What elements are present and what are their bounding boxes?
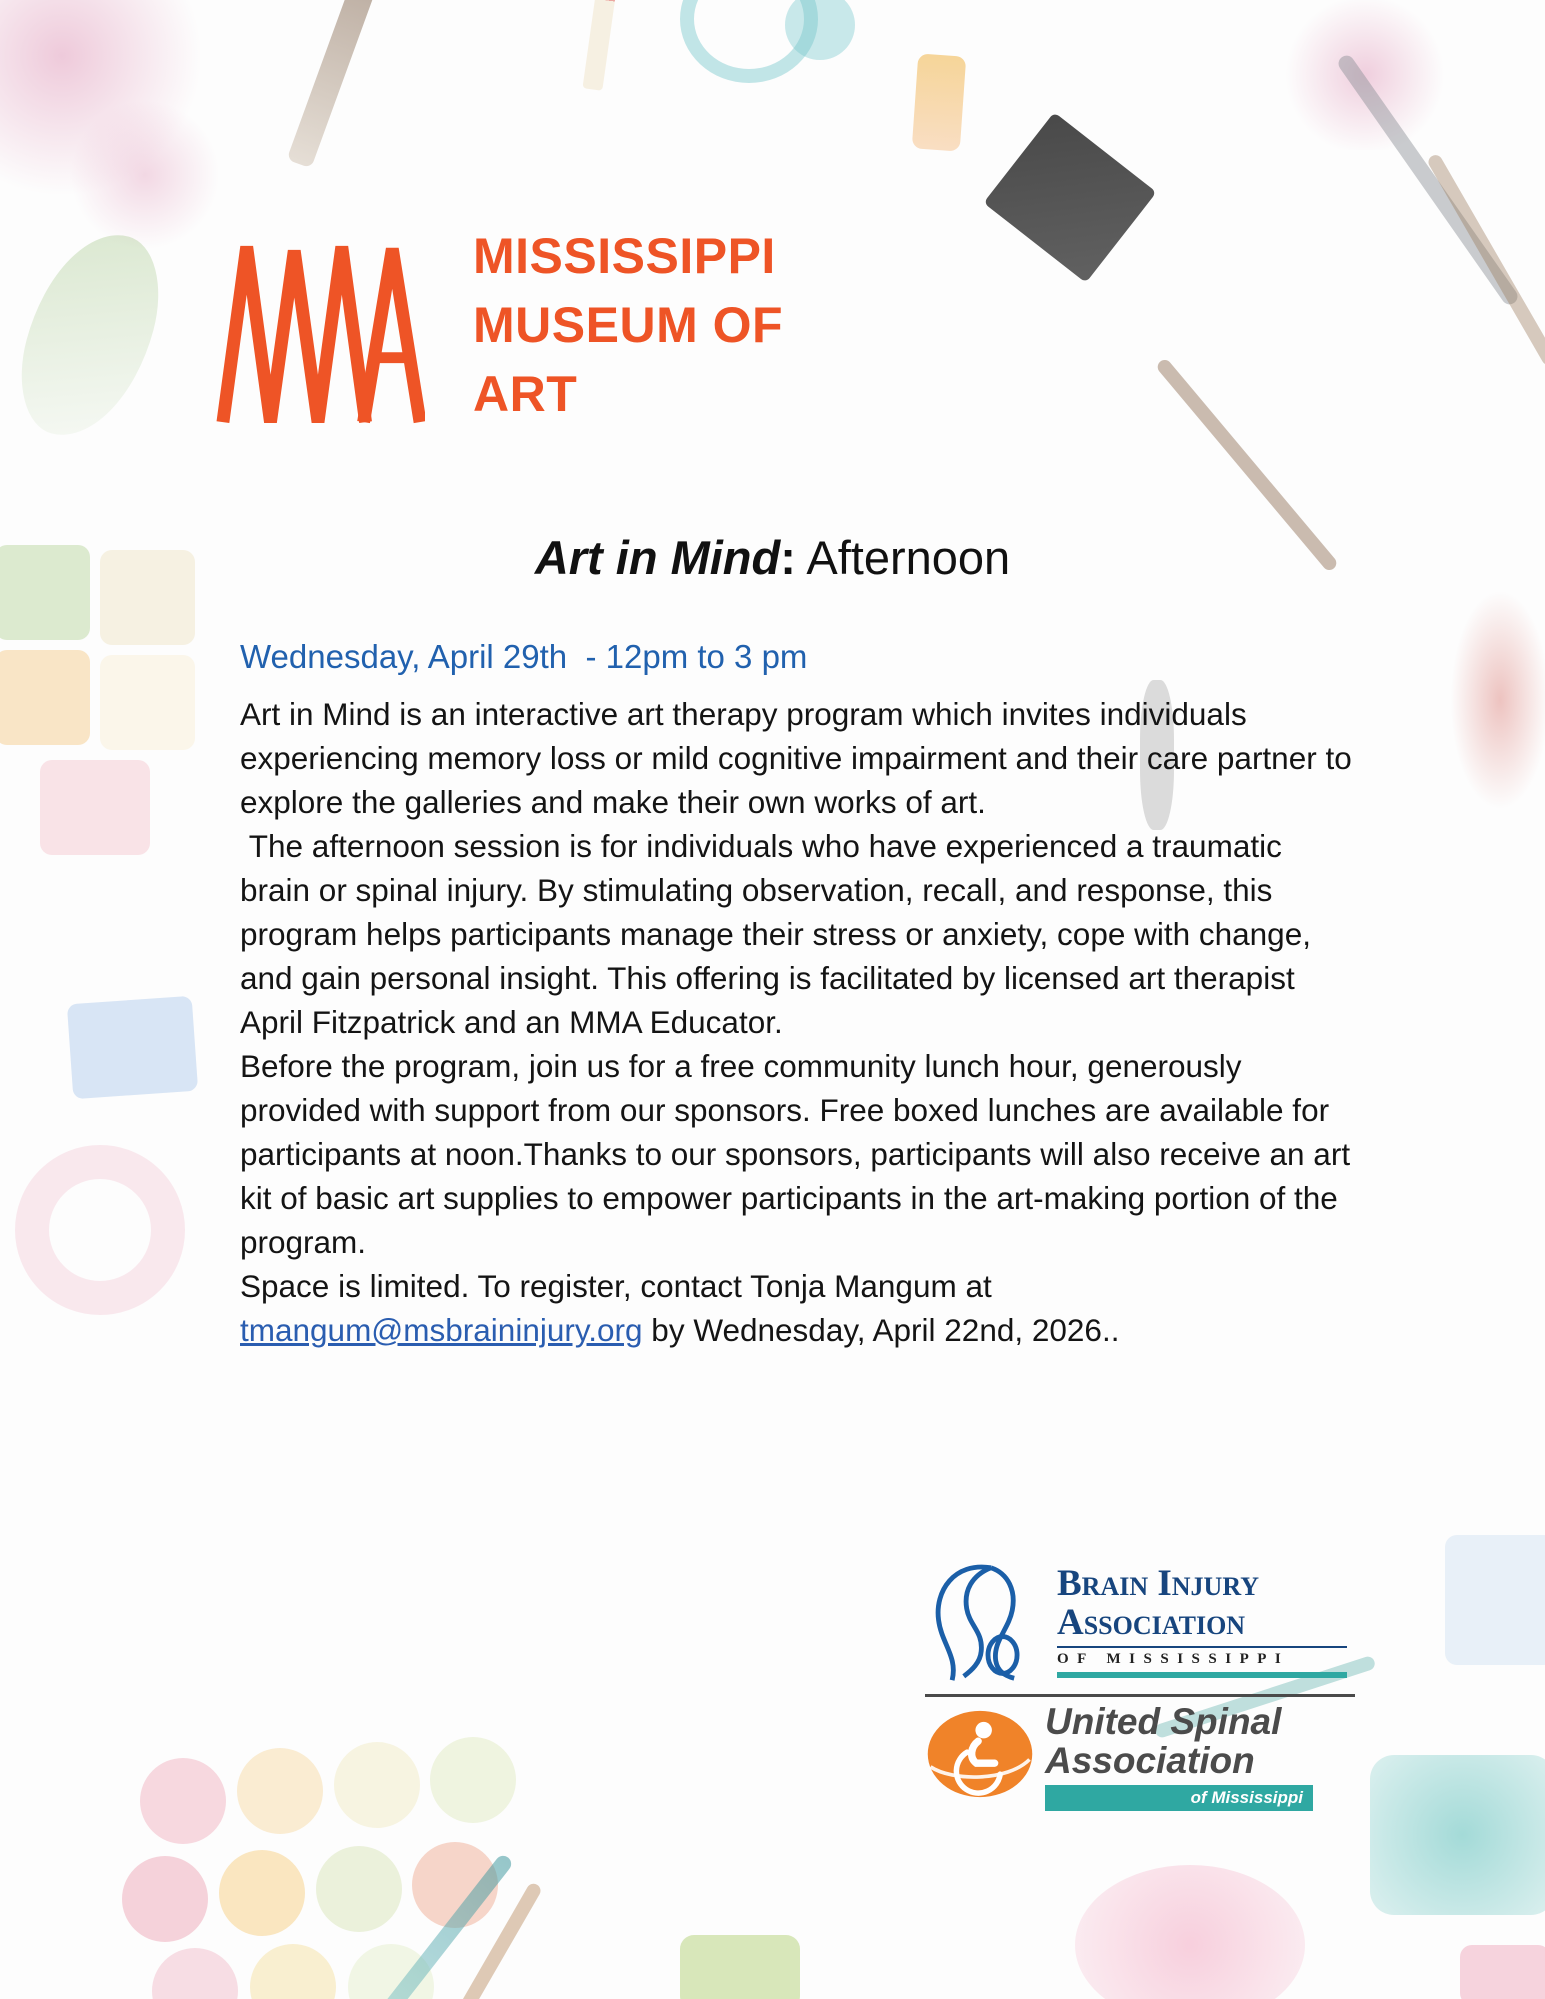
bia-teal-bar [1057, 1672, 1347, 1678]
email-link[interactable]: tmangum@msbraininjury.org [240, 1312, 643, 1348]
bia-line-3: OF MISSISSIPPI [1057, 1651, 1290, 1668]
paragraph-4 [240, 1264, 1360, 1352]
head-profile-swirl-icon [925, 1560, 1051, 1686]
title-session: Afternoon [795, 531, 1011, 584]
usa-line-3: of Mississippi [1045, 1785, 1313, 1811]
brain-injury-association-logo [925, 1560, 1355, 1686]
mma-logo-line: MISSISSIPPI [473, 228, 776, 284]
mma-logo-text [473, 222, 783, 429]
mma-logo [215, 200, 783, 429]
title-colon: : [780, 531, 796, 584]
mma-logo-line: ART [473, 366, 578, 422]
wheelchair-icon [925, 1707, 1035, 1801]
title-program-name: Art in Mind [534, 531, 781, 584]
body-text [240, 692, 1360, 1352]
bia-line-2: Association [1057, 1602, 1246, 1644]
united-spinal-association-logo [925, 1694, 1355, 1825]
brain-injury-association-text [1057, 1560, 1347, 1678]
paragraph-2: The afternoon session is for individuals who have experienced a traumatic brain or spinal injury. By stimulating observation, recall, and response, this program helps participants manage their stress or anxiety, cope with change, and gain personal insight. This offering is facilitated by licensed art therapist April Fitzpatrick and an MMA Educator. [240, 828, 1320, 1040]
sponsor-logos [925, 1560, 1355, 1825]
paragraph-3: Before the program, join us for a free community lunch hour, generously provided with support from our sponsors. Free boxed lunches are available for participants at noon.Thanks to our sponsors, participants will also receive an art kit of basic art supplies to empower participants in the art-making portion of the program. [240, 1048, 1359, 1260]
usa-line-1: United Spinal [1045, 1701, 1282, 1742]
paragraph-1: Art in Mind is an interactive art therapy program which invites individuals experiencing memory loss or mild cognitive impairment and their care partner to explore the galleries and make their own works of art. [240, 696, 1361, 820]
mma-logo-line: MUSEUM OF [473, 297, 784, 353]
event-datetime: Wednesday, April 29th - 12pm to 3 pm [240, 638, 808, 675]
united-spinal-text [1045, 1703, 1313, 1811]
deadline-text: by Wednesday, April 22nd, 2026.. [642, 1312, 1120, 1348]
bia-divider [1057, 1646, 1347, 1648]
usa-line-2: Association [1045, 1739, 1255, 1781]
bia-line-1: Brain Injury [1057, 1563, 1259, 1604]
mma-monogram-icon [215, 228, 425, 425]
page-title [0, 530, 1545, 585]
register-text: Space is limited. To register, contact Tonja Mangum at [240, 1268, 1001, 1304]
